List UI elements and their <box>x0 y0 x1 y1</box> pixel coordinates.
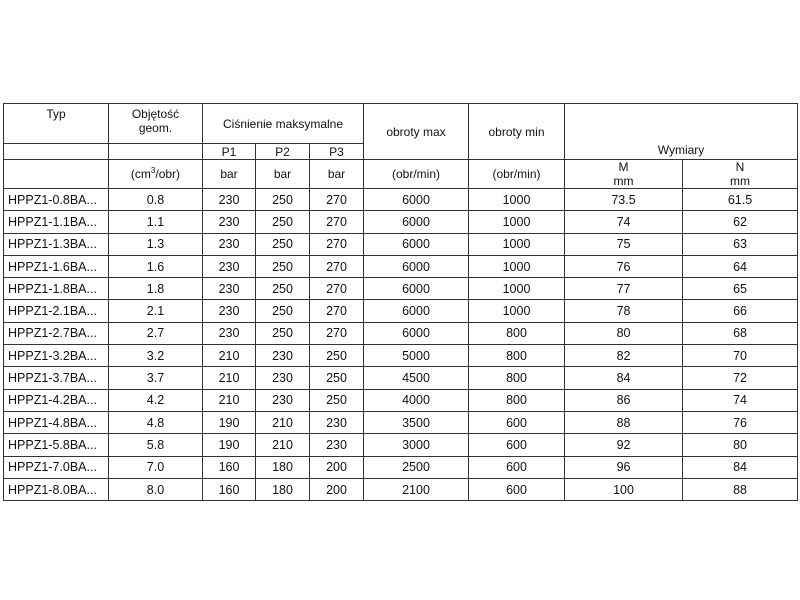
cell-p3: 270 <box>310 211 364 233</box>
table-row <box>4 189 798 211</box>
cell-obroty-min: 800 <box>469 367 565 389</box>
cell-p2: 230 <box>256 389 310 411</box>
unit-obr: /obr) <box>155 167 181 181</box>
cell-obroty-min: 800 <box>469 389 565 411</box>
table-row <box>4 367 798 389</box>
header-objetosc-line2: geom. <box>138 121 173 135</box>
header-p1-unit: bar <box>203 160 256 189</box>
cell-p1: 210 <box>203 389 256 411</box>
cell-n: 63 <box>683 233 798 255</box>
cell-m: 78 <box>565 300 683 322</box>
cell-p2: 250 <box>256 255 310 277</box>
table-row <box>4 478 798 500</box>
cell-obroty-min: 600 <box>469 478 565 500</box>
cell-obroty-max: 4500 <box>364 367 469 389</box>
cell-typ: HPPZ1-2.7BA... <box>4 322 109 344</box>
cell-m: 100 <box>565 478 683 500</box>
header-obroty-min: obroty min <box>469 104 565 160</box>
cell-obroty-min: 1000 <box>469 189 565 211</box>
cell-p1: 190 <box>203 434 256 456</box>
cell-volume: 3.7 <box>109 367 203 389</box>
cell-obroty-min: 1000 <box>469 278 565 300</box>
cell-volume: 8.0 <box>109 478 203 500</box>
header-p2-unit: bar <box>256 160 310 189</box>
cell-p3: 270 <box>310 300 364 322</box>
cell-p3: 230 <box>310 434 364 456</box>
cell-p2: 250 <box>256 233 310 255</box>
cell-n: 68 <box>683 322 798 344</box>
unit-sup: 3 <box>150 166 156 175</box>
header-p3: P3 <box>310 144 364 160</box>
table-row <box>4 211 798 233</box>
header-row-3 <box>4 160 798 189</box>
cell-m: 82 <box>565 345 683 367</box>
cell-p2: 230 <box>256 345 310 367</box>
cell-p3: 270 <box>310 233 364 255</box>
cell-obroty-min: 1000 <box>469 300 565 322</box>
cell-obroty-max: 6000 <box>364 255 469 277</box>
header-typ: Typ <box>4 104 109 144</box>
cell-n: 61.5 <box>683 189 798 211</box>
table-row <box>4 255 798 277</box>
cell-p1: 190 <box>203 411 256 433</box>
header-m: M <box>618 160 629 174</box>
cell-p3: 270 <box>310 189 364 211</box>
header-objetosc <box>109 104 203 144</box>
cell-m: 84 <box>565 367 683 389</box>
cell-p3: 200 <box>310 478 364 500</box>
cell-p1: 210 <box>203 345 256 367</box>
cell-volume: 2.7 <box>109 322 203 344</box>
cell-typ: HPPZ1-1.8BA... <box>4 278 109 300</box>
header-m-mm: mm <box>613 174 634 188</box>
header-objetosc-unit <box>109 160 203 189</box>
header-row-1 <box>4 104 798 144</box>
header-wymiary: Wymiary <box>565 104 798 160</box>
table-row <box>4 456 798 478</box>
header-typ-unit-blank <box>4 160 109 189</box>
cell-p2: 250 <box>256 189 310 211</box>
cell-obroty-max: 3500 <box>364 411 469 433</box>
cell-n: 65 <box>683 278 798 300</box>
table-row <box>4 322 798 344</box>
cell-n: 62 <box>683 211 798 233</box>
cell-p2: 180 <box>256 478 310 500</box>
cell-n: 80 <box>683 434 798 456</box>
unit-cm: (cm <box>130 167 151 181</box>
cell-m: 96 <box>565 456 683 478</box>
cell-p1: 230 <box>203 189 256 211</box>
header-p3-unit: bar <box>310 160 364 189</box>
cell-volume: 1.1 <box>109 211 203 233</box>
cell-obroty-max: 6000 <box>364 300 469 322</box>
cell-volume: 0.8 <box>109 189 203 211</box>
header-obroty-max-unit: (obr/min) <box>364 160 469 189</box>
cell-typ: HPPZ1-1.6BA... <box>4 255 109 277</box>
cell-p3: 270 <box>310 255 364 277</box>
cell-obroty-min: 1000 <box>469 233 565 255</box>
cell-typ: HPPZ1-1.3BA... <box>4 233 109 255</box>
header-n-unit <box>683 160 798 189</box>
cell-p3: 230 <box>310 411 364 433</box>
header-p1: P1 <box>203 144 256 160</box>
cell-m: 86 <box>565 389 683 411</box>
cell-p1: 230 <box>203 233 256 255</box>
cell-p2: 210 <box>256 411 310 433</box>
cell-m: 73.5 <box>565 189 683 211</box>
cell-obroty-max: 6000 <box>364 322 469 344</box>
cell-n: 88 <box>683 478 798 500</box>
cell-p2: 230 <box>256 367 310 389</box>
cell-m: 92 <box>565 434 683 456</box>
cell-p2: 250 <box>256 211 310 233</box>
cell-volume: 4.8 <box>109 411 203 433</box>
cell-n: 70 <box>683 345 798 367</box>
cell-obroty-max: 3000 <box>364 434 469 456</box>
cell-m: 74 <box>565 211 683 233</box>
header-n: N <box>735 160 745 174</box>
cell-p3: 250 <box>310 367 364 389</box>
cell-m: 88 <box>565 411 683 433</box>
cell-obroty-max: 2100 <box>364 478 469 500</box>
cell-typ: HPPZ1-3.2BA... <box>4 345 109 367</box>
header-p2: P2 <box>256 144 310 160</box>
cell-p1: 210 <box>203 367 256 389</box>
header-n-mm: mm <box>730 174 751 188</box>
cell-p1: 230 <box>203 322 256 344</box>
header-obroty-max: obroty max <box>364 104 469 160</box>
header-m-unit <box>565 160 683 189</box>
cell-volume: 2.1 <box>109 300 203 322</box>
cell-obroty-max: 2500 <box>364 456 469 478</box>
cell-n: 76 <box>683 411 798 433</box>
table-body <box>4 189 798 501</box>
cell-m: 76 <box>565 255 683 277</box>
cell-volume: 1.6 <box>109 255 203 277</box>
table-row <box>4 411 798 433</box>
cell-volume: 5.8 <box>109 434 203 456</box>
cell-p1: 230 <box>203 255 256 277</box>
cell-p3: 200 <box>310 456 364 478</box>
header-obroty-min-unit: (obr/min) <box>469 160 565 189</box>
cell-p3: 270 <box>310 278 364 300</box>
cell-p2: 180 <box>256 456 310 478</box>
cell-p2: 210 <box>256 434 310 456</box>
cell-volume: 1.3 <box>109 233 203 255</box>
cell-m: 80 <box>565 322 683 344</box>
header-objetosc-line1: Objętość <box>131 107 180 121</box>
cell-obroty-max: 6000 <box>364 278 469 300</box>
pump-spec-table <box>3 103 798 501</box>
cell-obroty-min: 600 <box>469 434 565 456</box>
cell-obroty-min: 1000 <box>469 211 565 233</box>
cell-typ: HPPZ1-4.2BA... <box>4 389 109 411</box>
cell-p2: 250 <box>256 278 310 300</box>
cell-obroty-min: 600 <box>469 411 565 433</box>
cell-obroty-min: 1000 <box>469 255 565 277</box>
cell-n: 66 <box>683 300 798 322</box>
table-row <box>4 434 798 456</box>
cell-p1: 230 <box>203 278 256 300</box>
cell-obroty-min: 800 <box>469 322 565 344</box>
cell-n: 84 <box>683 456 798 478</box>
cell-p1: 230 <box>203 211 256 233</box>
cell-obroty-max: 6000 <box>364 233 469 255</box>
cell-typ: HPPZ1-4.8BA... <box>4 411 109 433</box>
header-typ-blank <box>4 144 109 160</box>
cell-obroty-min: 800 <box>469 345 565 367</box>
cell-volume: 4.2 <box>109 389 203 411</box>
cell-typ: HPPZ1-5.8BA... <box>4 434 109 456</box>
cell-p3: 250 <box>310 389 364 411</box>
cell-p3: 270 <box>310 322 364 344</box>
cell-obroty-max: 6000 <box>364 189 469 211</box>
cell-typ: HPPZ1-2.1BA... <box>4 300 109 322</box>
cell-p2: 250 <box>256 300 310 322</box>
cell-p1: 160 <box>203 478 256 500</box>
cell-p1: 160 <box>203 456 256 478</box>
cell-obroty-min: 600 <box>469 456 565 478</box>
cell-typ: HPPZ1-7.0BA... <box>4 456 109 478</box>
cell-m: 77 <box>565 278 683 300</box>
cell-volume: 3.2 <box>109 345 203 367</box>
cell-n: 72 <box>683 367 798 389</box>
cell-p1: 230 <box>203 300 256 322</box>
table-row <box>4 300 798 322</box>
cell-n: 64 <box>683 255 798 277</box>
cell-p2: 250 <box>256 322 310 344</box>
cell-typ: HPPZ1-0.8BA... <box>4 189 109 211</box>
cell-m: 75 <box>565 233 683 255</box>
table-row <box>4 233 798 255</box>
table-row <box>4 278 798 300</box>
cell-volume: 1.8 <box>109 278 203 300</box>
cell-obroty-max: 5000 <box>364 345 469 367</box>
cell-typ: HPPZ1-1.1BA... <box>4 211 109 233</box>
cell-n: 74 <box>683 389 798 411</box>
header-cisnienie: Ciśnienie maksymalne <box>203 104 364 144</box>
cell-obroty-max: 6000 <box>364 211 469 233</box>
cell-obroty-max: 4000 <box>364 389 469 411</box>
header-objetosc-blank <box>109 144 203 160</box>
cell-p3: 250 <box>310 345 364 367</box>
cell-typ: HPPZ1-8.0BA... <box>4 478 109 500</box>
table-row <box>4 345 798 367</box>
table-row <box>4 389 798 411</box>
cell-typ: HPPZ1-3.7BA... <box>4 367 109 389</box>
cell-volume: 7.0 <box>109 456 203 478</box>
